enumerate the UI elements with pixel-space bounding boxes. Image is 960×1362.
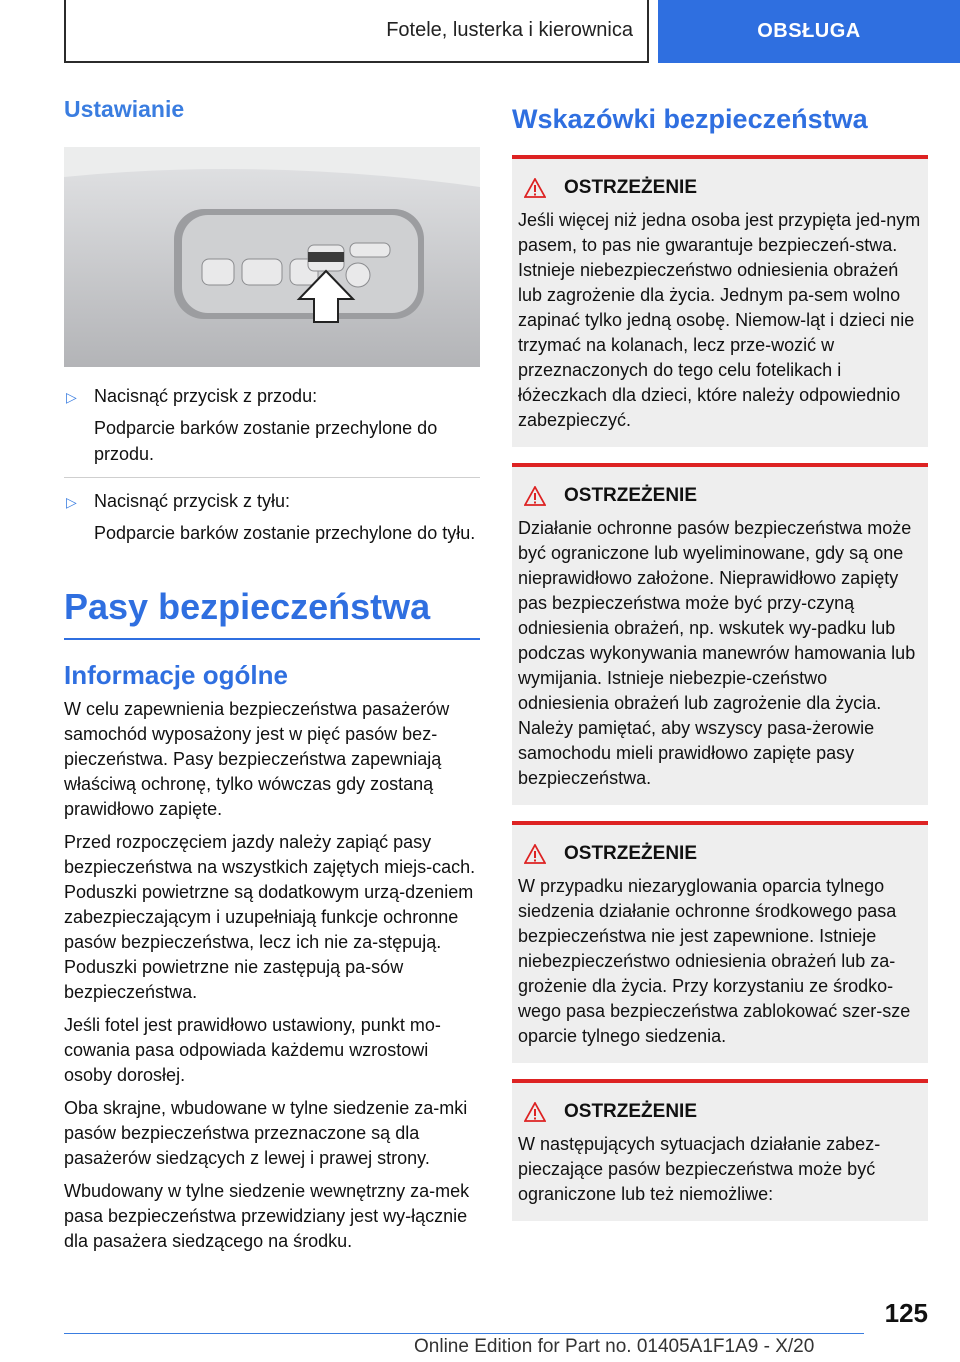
- warning-text: W następujących sytuacjach działanie zabez-pieczające pasów bezpieczeństwa może być ograniczone lub też niemożliwe:: [518, 1134, 881, 1204]
- warning-box: [512, 155, 928, 447]
- warning-header: [518, 841, 922, 866]
- list-divider: [64, 477, 480, 478]
- warning-header: [518, 175, 922, 200]
- page-number: 125: [884, 1298, 928, 1328]
- warning-box: [512, 463, 928, 805]
- triangle-bullet-icon: ▷: [66, 389, 77, 405]
- subsection-title: Informacje ogólne: [64, 660, 288, 690]
- body-paragraph: Jeśli fotel jest prawidłowo ustawiony, punkt mo-cowania pasa odpowiada każdemu wzrostowi osoby dorosłej.: [64, 1015, 441, 1085]
- warning-text: Działanie ochronne pasów bezpieczeństwa może być ograniczone lub wyeliminowane, gdy są one nieprawidłowo założone. Nieprawidłowo zapięty pas bezpieczeństwa może być przy-czyną odniesienia obrażeń, np. wskutek wy-padku lub podczas wykonywania manewrów hamowania lub wymijania. Istnieje niebezpie-czeństwo odniesienia obrażeń lub zagrożenie dla życia. Należy pamiętać, aby wszyscy pasa-żerowie samochodu mieli prawidłowo zapięte pasy bezpieczeństwa.: [518, 518, 916, 788]
- warning-title: OSTRZEŻENIE: [564, 843, 698, 864]
- warning-title: OSTRZEŻENIE: [564, 177, 698, 198]
- heading-ustawianie: Ustawianie: [64, 96, 185, 122]
- warning-box: [512, 821, 928, 1063]
- list-item: [64, 488, 480, 546]
- list-item: [64, 383, 480, 467]
- warning-box: [512, 1079, 928, 1221]
- warning-header: [518, 483, 922, 508]
- header-chapter-tab[interactable]: [658, 0, 960, 63]
- step-action: Nacisnąć przycisk z tyłu:: [94, 491, 291, 511]
- header-chapter-label: OBSŁUGA: [757, 20, 861, 42]
- body-paragraph: Oba skrajne, wbudowane w tylne siedzenie za-mki pasów bezpieczeństwa przeznaczone są dla pasażerów siedzących z lewej i prawej strony.: [64, 1098, 468, 1168]
- header-section-title: Fotele, lusterka i kierownica: [386, 19, 633, 41]
- warning-title: OSTRZEŻENIE: [564, 1101, 698, 1122]
- warning-header: [518, 1099, 922, 1124]
- warning-triangle-icon: [524, 178, 546, 198]
- step-result: Podparcie barków zostanie przechylone do tyłu.: [94, 523, 476, 543]
- body-paragraph: Wbudowany w tylne siedzenie wewnętrzny za-mek pasa bezpieczeństwa przewidziany jest wy-łącznie dla pasażera siedzącego na środku.: [64, 1181, 470, 1251]
- left-column: [64, 96, 480, 1262]
- step-result: Podparcie barków zostanie przechylone do przodu.: [94, 418, 438, 464]
- warning-triangle-icon: [524, 486, 546, 506]
- header-section-box: [64, 0, 649, 63]
- adjust-steps-list: [64, 383, 480, 546]
- heading-safety-notes: Wskazówki bezpieczeństwa: [512, 104, 868, 134]
- warning-text: Jeśli więcej niż jedna osoba jest przypięta jed-nym pasem, to pas nie gwarantuje bezpieczeń-stwa. Istnieje niebezpieczeństwo odniesienia obrażeń lub zagrożenie dla życia. Jednym pa-sem wolno zapinać tylko jedną osobę. Niemow-ląt i dzieci nie trzymać na kolanach, lecz prze-wozić w przeznaczonych do tego celu fotelikach i łóżeczkach dla dzieci, które należy odpowiednio zabezpieczyć.: [518, 210, 921, 430]
- footer-edition-text: Online Edition for Part no. 01405A1F1A9 - X/20: [414, 1336, 815, 1357]
- warning-triangle-icon: [524, 844, 546, 864]
- seat-controls-photo: [64, 147, 480, 367]
- footer-divider: [64, 1333, 864, 1334]
- warning-text: W przypadku niezaryglowania oparcia tylnego siedzenia działanie ochronne środkowego pasa bezpieczeństwa nie jest zapewnione. Istnieje niebezpieczeństwo odniesienia obrażeń lub za-grożenie dla życia. Przy korzystaniu ze środko-wego pasa bezpieczeństwa zablokować szer-sze oparcie tylnego siedzenia.: [518, 876, 911, 1046]
- warning-title: OSTRZEŻENIE: [564, 485, 698, 506]
- step-action: Nacisnąć przycisk z przodu:: [94, 386, 318, 406]
- body-paragraph: W celu zapewnienia bezpieczeństwa pasażerów samochód wyposażony jest w pięć pasów bez-pieczeństwa. Pasy bezpieczeństwa zapewniają właściwą ochronę, tylko wówczas gdy zostaną prawidłowo zapięte.: [64, 699, 450, 819]
- right-column: [512, 96, 928, 1221]
- seat-controls-illustration: [64, 147, 480, 367]
- triangle-bullet-icon: ▷: [66, 494, 77, 510]
- warning-triangle-icon: [524, 1102, 546, 1122]
- section-title: Pasy bezpieczeństwa: [64, 586, 480, 640]
- body-paragraph: Przed rozpoczęciem jazdy należy zapiąć pasy bezpieczeństwa na wszystkich zajętych miejs-cach. Poduszki powietrzne są dodatkowym urzą-dzeniem zabezpieczającym i uzupełniają funkcje ochronne pasów bezpieczeństwa, lecz ich nie za-stępują. Poduszki powietrzne nie zastępują pa-sów bezpieczeństwa.: [64, 832, 476, 1002]
